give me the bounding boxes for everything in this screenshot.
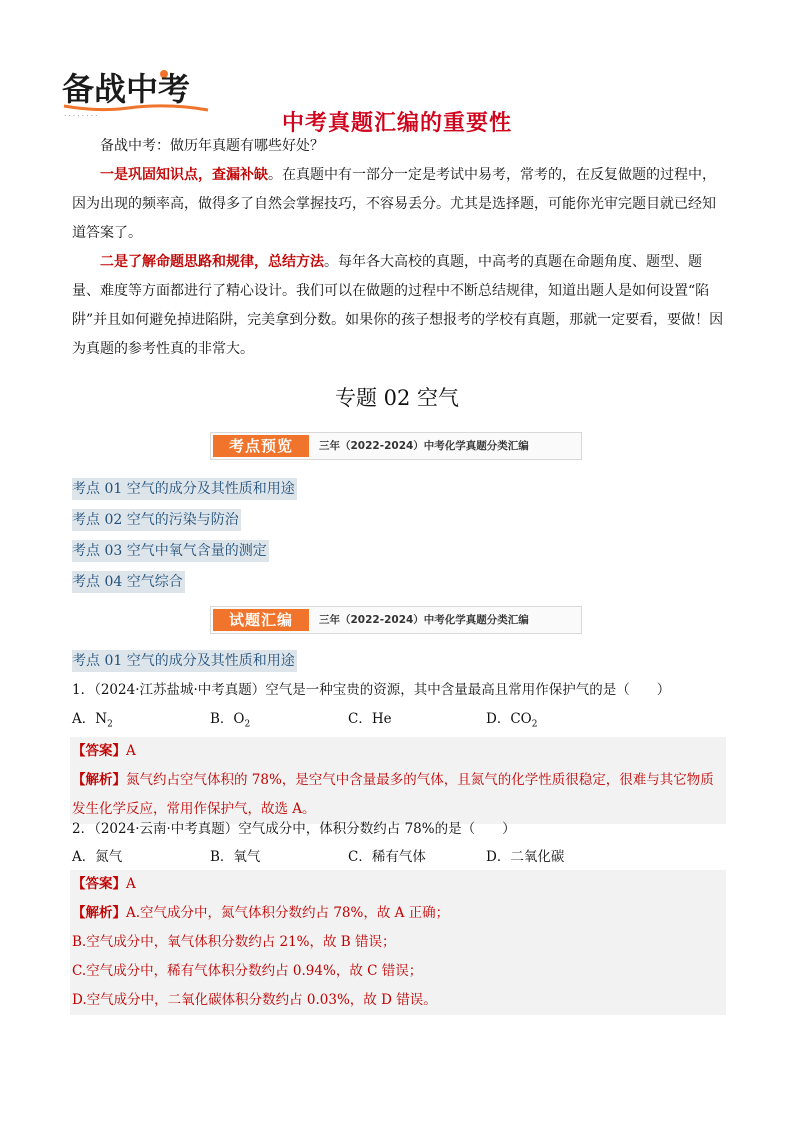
option-d: D．$CO_2$ xyxy=(486,711,538,730)
section-heading: 考点 01 空气的成分及其性质和用途 xyxy=(72,650,297,672)
banner-tag: 试题汇编 xyxy=(213,609,309,631)
answer-line: 【答案】A xyxy=(72,876,136,892)
option-a: A．$N_2$ xyxy=(72,711,113,730)
intro-p1-lead: 一是巩固知识点，查漏补缺 xyxy=(100,167,268,183)
logo-subtext: · · · · · · · · xyxy=(64,112,98,120)
intro-p2-lead: 二是了解命题思路和规律，总结方法 xyxy=(100,254,324,270)
banner-question-compilation xyxy=(210,606,582,634)
intro-question: 备战中考：做历年真题有哪些好处？ xyxy=(100,138,324,154)
option-c: C．稀有气体 xyxy=(348,849,426,865)
kaodian-link-01[interactable]: 考点 01 空气的成分及其性质和用途 xyxy=(72,478,297,500)
intro-block xyxy=(72,132,724,364)
question-1-answer-block xyxy=(70,737,726,824)
question-1-options xyxy=(72,708,724,730)
page-title: 中考真题汇编的重要性 xyxy=(281,111,512,136)
answer-line: 【答案】A xyxy=(72,743,136,759)
analysis-line: 【解析】A.空气成分中，氮气体积分数约占 78%，故 A 正确； xyxy=(72,905,450,921)
kaodian-link-02[interactable]: 考点 02 空气的污染与防治 xyxy=(72,509,241,531)
analysis-line: B.空气成分中，氧气体积分数约占 21%，故 B 错误； xyxy=(72,934,396,950)
intro-paragraph-1 xyxy=(72,161,724,248)
analysis-line: C.空气成分中，稀有气体积分数约占 0.94%，故 C 错误； xyxy=(72,963,423,979)
analysis-line: 【解析】氮气约占空气体积的 78%，是空气中含量最多的气体，且氮气的化学性质很稳定，很难与其它物质发生化学反应，常用作保护气，故选 A。 xyxy=(72,772,714,817)
logo-text: 备战中考 xyxy=(62,70,191,108)
option-d: D．二氧化碳 xyxy=(486,849,565,865)
banner-kaodian-preview xyxy=(210,432,582,460)
kaodian-link-03[interactable]: 考点 03 空气中氧气含量的测定 xyxy=(72,540,269,562)
analysis-line: D.空气成分中，二氧化碳体积分数约占 0.03%，故 D 错误。 xyxy=(72,992,437,1008)
option-b: B．氧气 xyxy=(210,849,261,865)
option-a: A．氮气 xyxy=(72,849,123,865)
intro-p2-body: 。每年各大高校的真题，中高考的真题在命题角度、题型、题量、难度等方面都进行了精心设计。我们可以在做题的过程中不断总结规律，知道出题人是如何设置“陷阱”并且如何避免掉进陷阱，完美拿到分数。如果你的孩子想报考的学校有真题，那就一定要看，要做！因为真题的参考性真的非常大。 xyxy=(72,254,724,357)
banner-desc: 三年（2022-2024）中考化学真题分类汇编 xyxy=(319,440,529,452)
question-1-stem: 1．（2024·江苏盐城·中考真题）空气是一种宝贵的资源，其中含量最高且常用作保护气的是（ ） xyxy=(72,682,671,698)
option-c: C．He xyxy=(348,711,392,727)
banner-tag: 考点预览 xyxy=(213,435,309,457)
intro-paragraph-2 xyxy=(72,248,724,364)
question-2-answer-block xyxy=(70,870,726,1015)
intro-p1-body: 。在真题中有一部分一定是考试中易考，常考的，在反复做题的过程中，因为出现的频率高，做得多了自然会掌握技巧，不容易丢分。尤其是选择题，可能你光审完题目就已经知道答案了。 xyxy=(72,167,716,241)
option-b: B．$O_2$ xyxy=(210,711,251,730)
topic-title: 专题 02 空气 xyxy=(334,386,460,410)
question-2-options xyxy=(72,846,724,868)
banner-desc: 三年（2022-2024）中考化学真题分类汇编 xyxy=(319,614,529,626)
question-2-stem: 2．（2024·云南·中考真题）空气成分中，体积分数约占 78%的是（ ） xyxy=(72,821,516,837)
kaodian-link-04[interactable]: 考点 04 空气综合 xyxy=(72,571,185,593)
